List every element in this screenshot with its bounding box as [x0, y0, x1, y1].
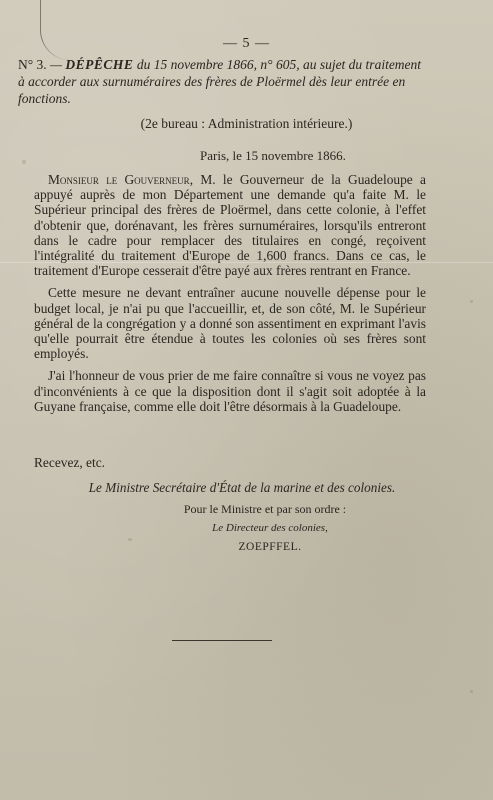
heading-dash: —	[50, 57, 63, 72]
paragraph-1	[34, 172, 426, 278]
dispatch-subject: du 15 novembre 1866, n° 605, au sujet du traitement à accorder aux surnuméraires des frères de Ploërmel dès leur entrée en fonctions.	[18, 57, 422, 106]
paper-stain	[470, 690, 473, 693]
order-line: Pour le Ministre et par son ordre :	[183, 502, 347, 516]
paper-stain	[470, 300, 473, 303]
bureau-line: (2e bureau : Administration intérieure.)	[140, 116, 353, 131]
letter-body	[34, 172, 426, 421]
dispatch-title: DÉPÊCHE	[65, 57, 134, 72]
dispatch-number: N° 3.	[18, 57, 47, 72]
closing-rule	[172, 640, 272, 641]
paper-stain	[128, 538, 132, 541]
paragraph-1-text: , M. le Gouverneur de la Guadeloupe a appuyé auprès de mon Département une demande qu'a faite M. le Supérieur principal des frères de Ploërmel, dans cette colonie, à l'effet d'obtenir que, dorénavant, les frères surnuméraires, lorsqu'ils entreront dans le cadre pour remplacer des titulaires en congé, reçoivent l'intégralité du traitement d'Europe de 1,600 francs. Dans ce cas, le traitement d'Europe cesserait d'être payé aux frères rentrant en France.	[34, 172, 426, 279]
signatory-name: ZOEPFFEL.	[238, 541, 302, 553]
dateline: Paris, le 15 novembre 1866.	[200, 148, 346, 163]
dispatch-heading	[18, 56, 428, 107]
closing-line: Recevez, etc.	[34, 455, 105, 470]
paper-stain	[22, 160, 26, 164]
paragraph-2: Cette mesure ne devant entraîner aucune nouvelle dépense pour le budget local, je n'ai pu que l'accueillir, et, de son côté, M. le Supérieur général de la congrégation y a donné son assentiment en exprimant l'avis qu'elle pourrait être étendue à toutes les colonies où ses frères sont employés.	[34, 285, 426, 362]
salutation: Monsieur le Gouverneur	[48, 172, 190, 187]
director-title: Le Directeur des colonies,	[212, 522, 328, 534]
minister-signature: Le Ministre Secrétaire d'État de la marine et des colonies.	[88, 480, 396, 495]
page-number: — 5 —	[223, 36, 270, 51]
paragraph-3: J'ai l'honneur de vous prier de me faire connaître si vous ne voyez pas d'inconvénients à ce que la disposition dont il s'agit soit adoptée à la Guyane française, comme elle doit l'être désormais à la Guadeloupe.	[34, 368, 426, 414]
